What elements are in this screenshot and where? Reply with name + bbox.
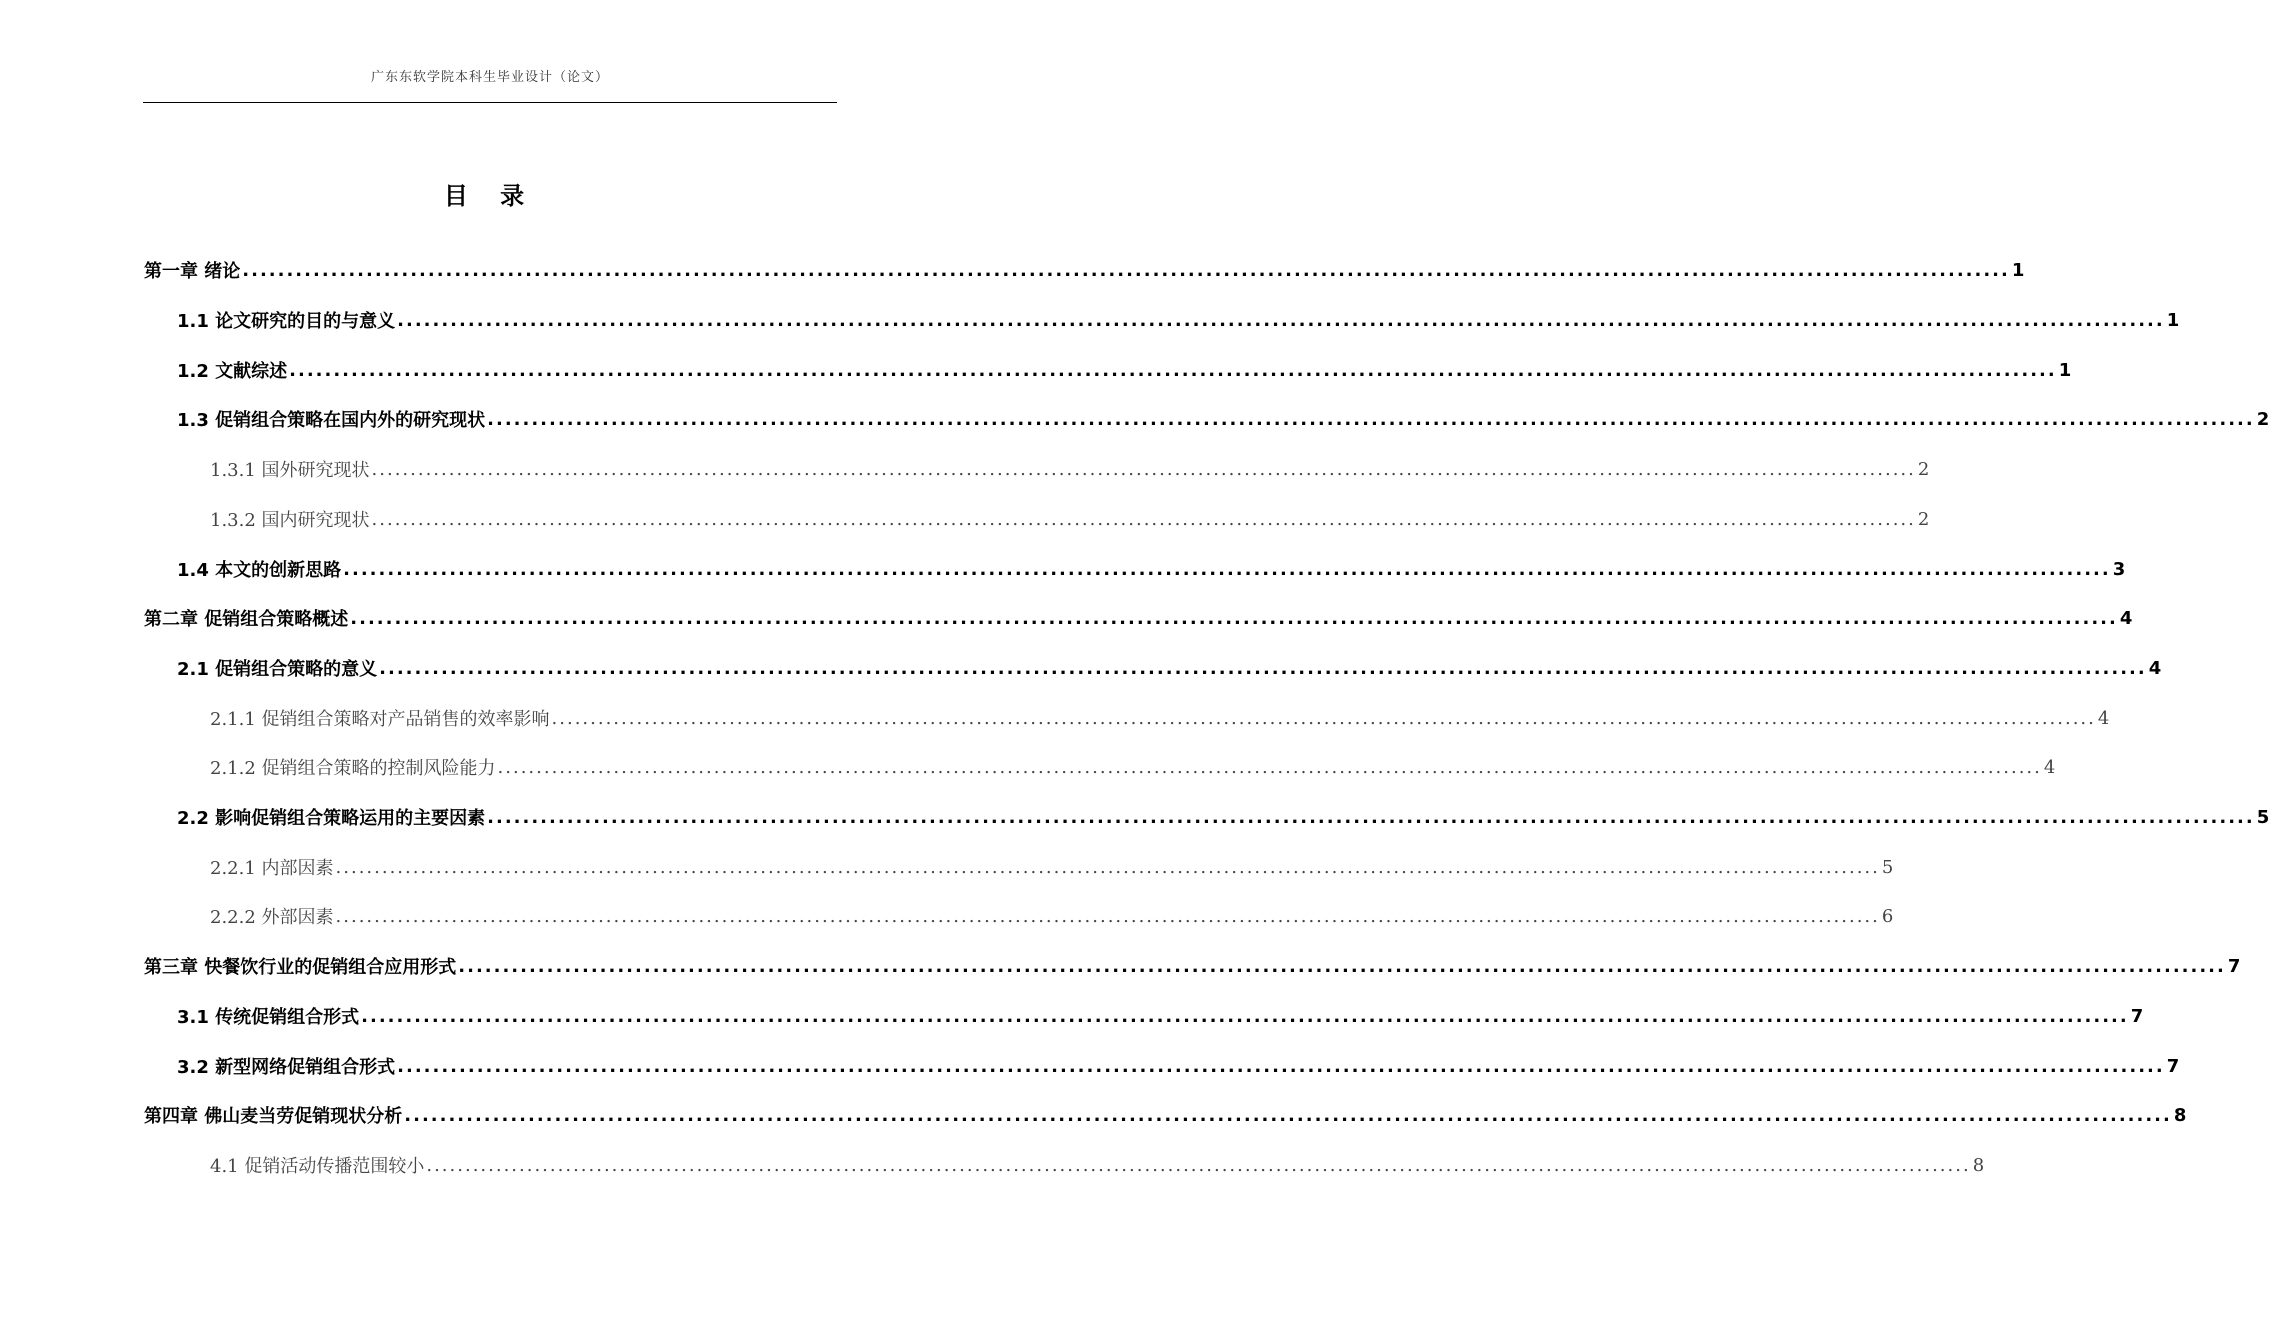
toc-entry[interactable] [177, 355, 2072, 385]
toc-entry-label: 3.2 新型网络促销组合形式 [177, 1057, 396, 1078]
toc-entry-page: 2 [1917, 458, 1930, 480]
toc-entry-label: 2.2.1 内部因素 [210, 858, 334, 879]
toc-entry-page: 4 [2148, 657, 2162, 679]
toc-entry[interactable] [177, 1051, 2180, 1081]
dot-leader: ........................................................................................................................................................................................................ [404, 1104, 2172, 1126]
dot-leader: ........................................................................................................................................................................................................ [361, 1005, 2129, 1027]
toc-entry-label: 1.3.2 国内研究现状 [210, 510, 370, 531]
toc-entry[interactable] [177, 554, 2126, 584]
dot-leader: ........................................................................................................................................................................................................ [379, 657, 2147, 679]
toc-entry[interactable] [210, 852, 1894, 882]
toc-entry-label: 2.2.2 外部因素 [210, 907, 334, 928]
toc-entry-page: 6 [1881, 905, 1894, 927]
toc-entry[interactable] [210, 752, 2056, 782]
toc-entry-page: 8 [1972, 1154, 1985, 1176]
header-rule [143, 102, 837, 103]
dot-leader: ........................................................................................................................................................................................................ [551, 707, 2096, 729]
toc-entry-page: 3 [2112, 558, 2126, 580]
dot-leader: ........................................................................................................................................................................................................ [335, 856, 1880, 878]
page-header: 广东东软学院本科生毕业设计（论文） [370, 70, 609, 85]
toc-entry[interactable] [210, 504, 1930, 534]
dot-leader: ........................................................................................................................................................................................................ [487, 408, 2255, 430]
dot-leader: ........................................................................................................................................................................................................ [289, 359, 2057, 381]
toc-entry-page: 4 [2119, 607, 2133, 629]
toc-entry-label: 2.1.2 促销组合策略的控制风险能力 [210, 758, 496, 779]
toc-entry[interactable] [210, 454, 1930, 484]
toc-entry-page: 5 [2256, 806, 2269, 828]
toc-entry-page: 1 [2011, 259, 2025, 281]
toc-entry[interactable] [144, 951, 2241, 981]
toc-entry-page: 7 [2130, 1005, 2144, 1027]
dot-leader: ........................................................................................................................................................................................................ [371, 458, 1916, 480]
toc-entry-page: 7 [2227, 955, 2241, 977]
toc-entry[interactable] [210, 1150, 1985, 1180]
toc-entry-page: 1 [2058, 359, 2072, 381]
toc-entry-page: 7 [2166, 1055, 2180, 1077]
toc-entry-label: 2.2 影响促销组合策略运用的主要因素 [177, 808, 486, 829]
toc-entry-label: 1.2 文献综述 [177, 361, 288, 382]
toc-entry-label: 第三章 快餐饮行业的促销组合应用形式 [144, 957, 457, 978]
dot-leader: ........................................................................................................................................................................................................ [458, 955, 2226, 977]
toc-entry-label: 4.1 促销活动传播范围较小 [210, 1156, 425, 1177]
dot-leader: ........................................................................................................................................................................................................ [371, 508, 1916, 530]
toc-entry-page: 4 [2043, 756, 2056, 778]
toc-entry-page: 8 [2173, 1104, 2187, 1126]
toc-entry-label: 第二章 促销组合策略概述 [144, 609, 349, 630]
dot-leader: ........................................................................................................................................................................................................ [242, 259, 2010, 281]
dot-leader: ........................................................................................................................................................................................................ [350, 607, 2118, 629]
toc-entry-label: 3.1 传统促销组合形式 [177, 1007, 360, 1028]
dot-leader: ........................................................................................................................................................................................................ [397, 1055, 2165, 1077]
toc-entry-page: 4 [2097, 707, 2110, 729]
toc-entry-page: 2 [2256, 408, 2269, 430]
toc-entry[interactable] [177, 305, 2180, 335]
toc-entry[interactable] [177, 404, 2269, 434]
toc-entry-page: 2 [1917, 508, 1930, 530]
toc-entry[interactable] [144, 255, 2025, 285]
dot-leader: ........................................................................................................................................................................................................ [426, 1154, 1971, 1176]
toc-entry-label: 1.1 论文研究的目的与意义 [177, 311, 396, 332]
toc-title: 目 录 [443, 182, 537, 210]
toc-entry-label: 1.3 促销组合策略在国内外的研究现状 [177, 410, 486, 431]
toc-entry[interactable] [177, 1001, 2144, 1031]
toc-entry-label: 2.1.1 促销组合策略对产品销售的效率影响 [210, 709, 550, 730]
toc-entry-label: 1.4 本文的创新思路 [177, 560, 342, 581]
toc-entry-label: 第一章 绪论 [144, 261, 241, 282]
dot-leader: ........................................................................................................................................................................................................ [397, 309, 2165, 331]
toc-entry[interactable] [210, 901, 1894, 931]
dot-leader: ........................................................................................................................................................................................................ [497, 756, 2042, 778]
toc-entry-label: 2.1 促销组合策略的意义 [177, 659, 378, 680]
toc-entry[interactable] [144, 603, 2133, 633]
dot-leader: ........................................................................................................................................................................................................ [335, 905, 1880, 927]
toc-entry-page: 5 [1881, 856, 1894, 878]
toc-entry-label: 第四章 佛山麦当劳促销现状分析 [144, 1106, 403, 1127]
toc-entry-page: 1 [2166, 309, 2180, 331]
toc-entry[interactable] [210, 703, 2110, 733]
toc-entry[interactable] [144, 1100, 2187, 1130]
toc-entry[interactable] [177, 653, 2162, 683]
dot-leader: ........................................................................................................................................................................................................ [343, 558, 2111, 580]
dot-leader: ........................................................................................................................................................................................................ [487, 806, 2255, 828]
toc-entry[interactable] [177, 802, 2269, 832]
toc-entry-label: 1.3.1 国外研究现状 [210, 460, 370, 481]
